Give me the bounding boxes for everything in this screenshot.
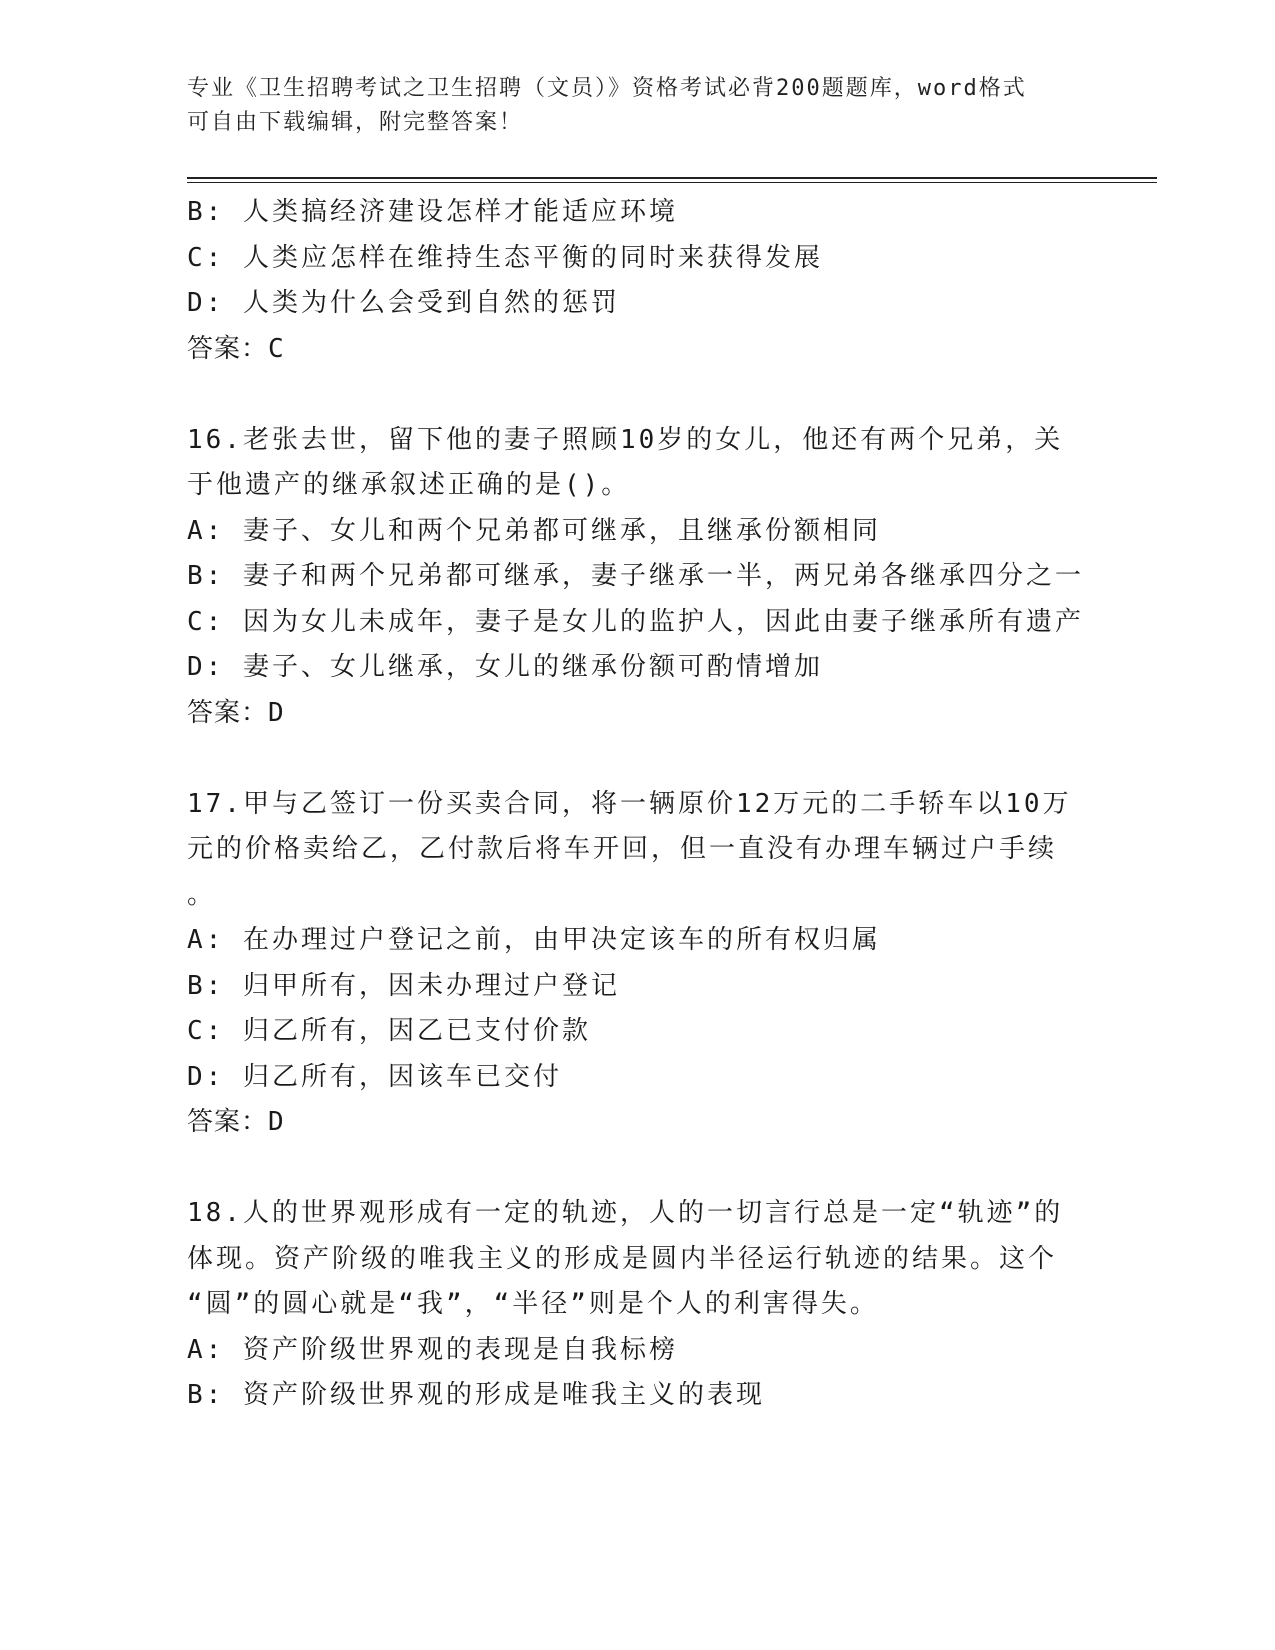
question-content [187,190,1087,1419]
question-stem-line: 于他遗产的继承叙述正确的是()。 [187,470,631,500]
header-line-1: 专业《卫生招聘考试之卫生招聘（文员）》资格考试必背200题题库，word格式 [187,76,1027,101]
option-d: D: 归乙所有，因该车已交付 [187,1061,562,1092]
header-divider-thin [187,182,1157,183]
option-c: C: 人类应怎样在维持生态平衡的同时来获得发展 [187,242,823,273]
answer-line: 答案：D [187,1107,285,1137]
option-b: B: 归甲所有，因未办理过户登记 [187,970,620,1001]
option-a: A: 资产阶级世界观的表现是自我标榜 [187,1334,678,1365]
option-c: C: 归乙所有，因乙已支付价款 [187,1016,591,1046]
option-b: B: 资产阶级世界观的形成是唯我主义的表现 [187,1380,765,1410]
option-a: A: 妻子、女儿和两个兄弟都可继承，且继承份额相同 [187,515,881,546]
question-18 [187,1191,1087,1419]
option-a: A: 在办理过户登记之前，由甲决定该车的所有权归属 [187,925,881,955]
spacer [187,1146,1087,1192]
question-fragment [187,190,1087,372]
header-line-2: 可自由下载编辑，附完整答案！ [187,110,524,135]
question-stem-line: 17.甲与乙签订一份买卖合同，将一辆原价12万元的二手轿车以10万 [187,788,1072,819]
option-d: D: 妻子、女儿继承，女儿的继承份额可酌情增加 [187,652,823,682]
question-stem-line: 。 [187,879,217,910]
answer-line: 答案：D [187,697,285,728]
document-header [187,72,1087,140]
question-stem-line: 18.人的世界观形成有一定的轨迹，人的一切言行总是一定“轨迹”的 [187,1198,1064,1228]
question-stem-line: 16.老张去世，留下他的妻子照顾10岁的女儿，他还有两个兄弟，关 [187,424,1064,455]
answer-line: 答案：C [187,333,285,364]
option-c: C: 因为女儿未成年，妻子是女儿的监护人，因此由妻子继承所有遗产 [187,606,1084,637]
question-stem-line: 体现。资产阶级的唯我主义的形成是圆内半径运行轨迹的结果。这个 [187,1243,1058,1274]
question-16 [187,418,1087,737]
spacer [187,372,1087,418]
option-b: B: 人类搞经济建设怎样才能适应环境 [187,197,678,227]
option-b: B: 妻子和两个兄弟都可继承，妻子继承一半，两兄弟各继承四分之一 [187,561,1084,591]
option-d: D: 人类为什么会受到自然的惩罚 [187,288,620,318]
question-stem-line: “圆”的圆心就是“我”，“半径”则是个人的利害得失。 [187,1289,879,1319]
question-stem-line: 元的价格卖给乙，乙付款后将车开回，但一直没有办理车辆过户手续 [187,834,1058,864]
question-17 [187,782,1087,1146]
spacer [187,736,1087,782]
header-divider-thick [187,177,1157,179]
